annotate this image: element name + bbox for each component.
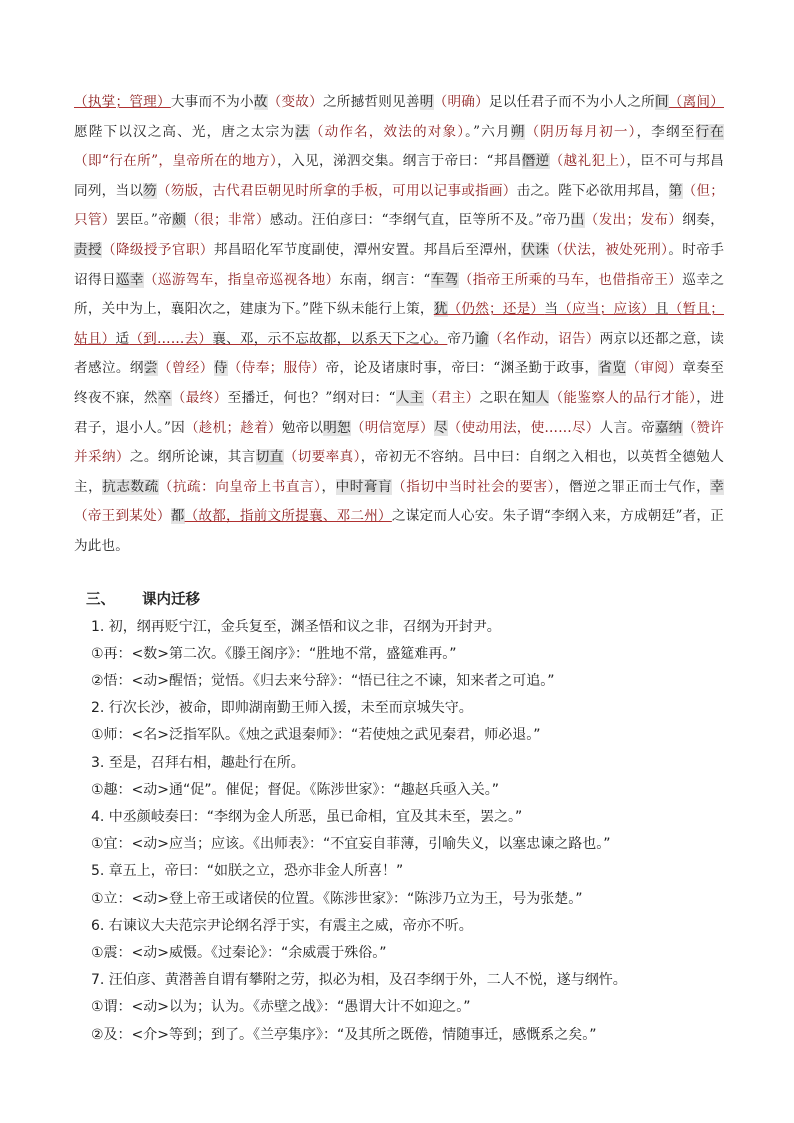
gloss-note: （指帝王所乘的马车，也借指帝王）: [458, 271, 683, 288]
passage-text: ，: [321, 478, 336, 495]
passage-text: 愿陛下以汉之高、光，唐之太宗为: [74, 123, 296, 140]
passage-text: 邦昌昭化军节度副使，潭州安置。邦昌后至潭州，: [213, 241, 522, 258]
passage-text: 罢臣。”帝: [115, 212, 173, 229]
gloss-note: （动作名，效法的对象）: [309, 123, 466, 140]
gloss-note: （侍奉；服侍）: [227, 360, 326, 377]
gloss-note: （越礼犯上）: [549, 153, 627, 170]
glossed-term: 行在: [695, 123, 725, 140]
glossed-term: 人主: [395, 389, 424, 406]
note-1-1: ①再：<数>第二次。《滕王阁序》：“胜地不常，盛筵难再。”: [91, 645, 457, 662]
glossed-term: 侍: [213, 360, 228, 377]
note-4-1: ①宜：<动>应当；应该。《出师表》：“不宜妄自菲薄，引喻失义，以塞忠谏之路也。”: [91, 836, 611, 853]
glossed-term: 尝: [143, 360, 158, 377]
section-number: 三、: [86, 591, 115, 608]
annotated-passage: [74, 88, 724, 562]
glossed-term: 故: [253, 94, 268, 110]
note-3-1: ①趣：<动>通“促”。催促；督促。《陈涉世家》：“趣赵兵亟入关。”: [91, 781, 500, 798]
gloss-note: （笏版，古代君臣朝见时所拿的手板，可用以记事或指画）: [157, 182, 517, 199]
gloss-note: （明信宽厚）: [350, 419, 434, 436]
gloss-note: （能鉴察人的品行才能）: [549, 389, 697, 406]
gloss-note: （指切中当时社会的要害）: [392, 478, 555, 495]
passage-text: 人言。帝: [599, 419, 655, 436]
glossed-term: 嘉纳: [654, 419, 683, 436]
note-7-2: ②及：<介>等到；到了。《兰亭集序》：“及其所之既倦，情随事迁，感慨系之矣。”: [91, 1026, 597, 1043]
passage-text: 至播迁，何也？”纲对曰：“: [227, 389, 396, 406]
gloss-note: （降级授予官职）: [101, 241, 214, 258]
gloss-note: （趁机；趁着）: [184, 419, 282, 436]
glossed-term: 间: [654, 94, 669, 110]
glossed-term: 知人: [521, 389, 550, 406]
gloss-note: （应当；应该）: [558, 301, 655, 318]
sentence-2: 2. 行次长沙，被命，即帅湖南勤王师入援，未至而京城失守。: [91, 700, 473, 717]
gloss-note: （使动用法，使……尽）: [447, 419, 600, 436]
glossed-term: 中时膏肓: [335, 478, 393, 495]
glossed-term: 僭逆: [521, 153, 550, 170]
glossed-term: 明: [419, 94, 434, 110]
glossed-term: 谕: [475, 330, 489, 347]
passage-text: 当: [544, 301, 559, 318]
passage-text: 且: [654, 301, 669, 318]
passage-text: 适: [115, 330, 130, 347]
glossed-term: 明恕: [323, 419, 351, 436]
passage-text: ，入见，涕泗交集。纲言于帝曰：“邦昌: [277, 153, 522, 170]
passage-text: 陛下纵未能行上策，: [309, 301, 434, 318]
passage-text: ，帝初无不容纳。吕中曰：自纲之入相也，以英哲全德勉人主，: [74, 449, 724, 495]
passage-text: 勉帝以: [281, 419, 324, 436]
sentence-1: 1. 初，纲再贬宁江，金兵复至，渊圣悟和议之非，召纲为开封尹。: [91, 618, 501, 635]
gloss-note: （君主）: [423, 389, 480, 406]
glossed-term: 责授: [74, 241, 102, 258]
passage-text: 之谋定而人心安。朱子谓“李纲入来，方成朝廷”者，正为此也。: [74, 508, 724, 554]
glossed-term: 出: [570, 212, 585, 229]
glossed-term: 抗志数疏: [102, 478, 159, 495]
glossed-term: 尽: [433, 419, 448, 436]
section-title: 课内迁移: [142, 591, 200, 608]
sentence-3: 3. 至是，召拜右相，趣赴行在所。: [91, 754, 305, 771]
passage-text: 。时帝手诏得日: [74, 241, 724, 288]
section-in-class-transfer: [74, 586, 724, 1049]
document-page: [74, 88, 724, 1049]
gloss-note: （曾经）: [157, 360, 214, 377]
passage-text: 帝，论及诸康时事，帝曰：“渊圣勤于政事，: [325, 360, 599, 377]
sentence-4: 4. 中丞颜岐奏曰：“李纲为金人所恶，虽已命相，宜及其未至，罢之。”: [91, 808, 523, 825]
passage-text: 襄、邓，示不忘故都，以系天下之心。: [212, 330, 448, 347]
passage-text: 击之。陛下必欲用邦昌，: [516, 182, 669, 199]
glossed-term: 都: [170, 508, 185, 525]
section-heading: [74, 586, 724, 614]
gloss-note: （赞许并采纳）: [74, 419, 724, 466]
passage-text: 大事而不为小: [170, 94, 254, 110]
sentence-6: 6. 右谏议大夫范宗尹论纲名浮于实，有震主之威，帝亦不听。: [91, 917, 473, 934]
gloss-note: （抗疏：向皇帝上书直言）: [158, 478, 322, 495]
gloss-note: （发出；发布）: [584, 212, 683, 229]
passage-text: 。”六月: [465, 123, 511, 140]
sentence-5: 5. 章五上，帝曰：“如朕之立，恐亦非金人所喜！”: [91, 863, 404, 880]
glossed-term: 车驾: [430, 271, 459, 288]
glossed-term: 笏: [143, 182, 157, 199]
gloss-note: （巡游驾车，指皇帝巡视各地）: [143, 271, 340, 288]
note-5-1: ①立：<动>登上帝王或诸侯的位置。《陈涉世家》：“陈涉乃立为王，号为张楚。”: [91, 890, 583, 907]
gloss-note: （到……去）: [129, 330, 213, 347]
gloss-note: （离间）: [668, 94, 724, 110]
glossed-term: 犹: [433, 301, 448, 318]
passage-text: 帝乃: [447, 330, 476, 347]
note-2-1: ①师：<名>泛指军队。《烛之武退秦师》：“若使烛之武见秦君，师必退。”: [91, 727, 541, 744]
gloss-note: （最终）: [171, 389, 228, 406]
note-6-1: ①震：<动>威慑。《过秦论》：“余威震于殊俗。”: [91, 944, 387, 961]
glossed-term: 切直: [255, 449, 284, 466]
note-7-1: ①谓：<动>以为；认为。《赤壁之战》：“愚谓大计不如迎之。”: [91, 999, 471, 1016]
passage-text: 感动。汪伯彦曰：“李纲气直，臣等所不及。”帝乃: [269, 212, 571, 229]
glossed-term: 朔: [510, 123, 526, 140]
gloss-note: （审阅）: [626, 360, 683, 377]
passage-text: 足以任君子而不为小人之所: [488, 94, 655, 110]
passage-text: ，进君子，退小人。”因: [74, 389, 724, 436]
glossed-term: 第: [668, 182, 683, 199]
passage-text: 之。纲所论谏，其言: [129, 449, 256, 466]
gloss-note: （帝王到某处）: [74, 508, 171, 525]
passage-text: ，僭逆之罪正而士气作，: [554, 478, 711, 495]
gloss-note: （暂且；姑且）: [74, 301, 724, 347]
gloss-note: （名作动，诏告）: [488, 330, 600, 347]
glossed-term: 省览: [598, 360, 627, 377]
gloss-note: （明确）: [433, 94, 489, 110]
glossed-term: 幸: [710, 478, 725, 495]
passage-text: ，臣不可与邦昌同列，当以: [74, 153, 724, 199]
gloss-note: （即“行在所”，皇帝所在的地方）: [74, 153, 278, 170]
gloss-note: （阴历每月初一）: [525, 123, 637, 140]
glossed-term: 卒: [157, 389, 172, 406]
gloss-note: （切要率真）: [283, 449, 361, 466]
note-1-2: ②悟：<动>醒悟；觉悟。《归去来兮辞》：“悟已往之不谏，知来者之可追。”: [91, 672, 555, 689]
passage-text: 章奏至终夜不寐，然: [74, 360, 724, 406]
passage-text: 之所撼哲则见善: [322, 94, 420, 110]
gloss-note: （故都，指前文所提襄、邓二州）: [184, 508, 392, 525]
gloss-note: （仍然；还是）: [447, 301, 545, 318]
glossed-term: 伏诛: [521, 241, 550, 258]
passage-text: 之职在: [479, 389, 522, 406]
gloss-note: （很；非常）: [186, 212, 270, 229]
glossed-term: 颇: [172, 212, 187, 229]
passage-text: 纲奏，: [682, 212, 724, 229]
passage-text: 东南，纲言：“: [339, 271, 431, 288]
gloss-note: （执掌；管理）: [74, 94, 171, 110]
glossed-term: 巡幸: [115, 271, 144, 288]
glossed-term: 法: [295, 123, 310, 140]
passage-text: ，李纲至: [636, 123, 696, 140]
sentence-7: 7. 汪伯彦、黄潜善自谓有攀附之劳，拟必为相，及召李纲于外，二人不悦，遂与纲忤。: [91, 972, 627, 989]
gloss-note: （变故）: [267, 94, 323, 110]
gloss-note: （伏法，被处死刑）: [549, 241, 669, 258]
passage-text: 两京以还都之意，读者感泣。纲: [74, 330, 724, 377]
passage-text: 巡幸之所，关中为上，襄阳次之，建康为下。”: [74, 271, 724, 318]
gloss-note: （但；只管）: [74, 182, 724, 229]
